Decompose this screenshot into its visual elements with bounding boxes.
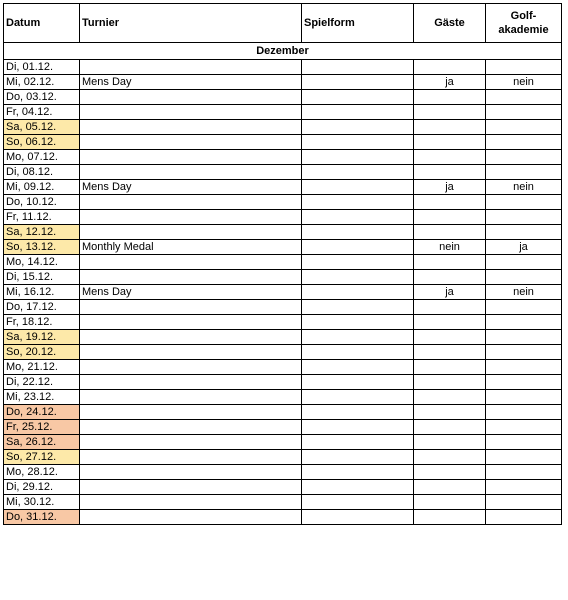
- cell-datum: Sa, 05.12.: [4, 120, 80, 135]
- cell-gaeste: [414, 330, 486, 345]
- cell-datum: Mi, 23.12.: [4, 390, 80, 405]
- cell-gaeste: [414, 360, 486, 375]
- cell-turnier: [80, 405, 302, 420]
- cell-datum: Fr, 11.12.: [4, 210, 80, 225]
- cell-gaeste: ja: [414, 285, 486, 300]
- cell-golfakademie: [486, 135, 562, 150]
- cell-golfakademie: [486, 330, 562, 345]
- cell-gaeste: [414, 105, 486, 120]
- cell-spielform: [302, 420, 414, 435]
- table-row: [4, 150, 562, 165]
- cell-datum: Do, 17.12.: [4, 300, 80, 315]
- table-row: [4, 120, 562, 135]
- cell-turnier: [80, 105, 302, 120]
- table-row: [4, 135, 562, 150]
- cell-datum: Do, 03.12.: [4, 90, 80, 105]
- cell-spielform: [302, 465, 414, 480]
- tournament-table: [3, 3, 562, 525]
- cell-golfakademie: [486, 300, 562, 315]
- cell-datum: Sa, 19.12.: [4, 330, 80, 345]
- table-row: [4, 240, 562, 255]
- cell-golfakademie: [486, 60, 562, 75]
- cell-golfakademie: [486, 405, 562, 420]
- cell-turnier: [80, 195, 302, 210]
- cell-spielform: [302, 150, 414, 165]
- cell-turnier: [80, 450, 302, 465]
- cell-datum: So, 20.12.: [4, 345, 80, 360]
- header-row: [4, 4, 562, 43]
- cell-spielform: [302, 255, 414, 270]
- cell-turnier: [80, 150, 302, 165]
- cell-turnier: [80, 135, 302, 150]
- cell-gaeste: [414, 480, 486, 495]
- cell-datum: Mi, 16.12.: [4, 285, 80, 300]
- cell-datum: Sa, 12.12.: [4, 225, 80, 240]
- cell-datum: Mi, 09.12.: [4, 180, 80, 195]
- table-row: [4, 90, 562, 105]
- table-row: [4, 75, 562, 90]
- cell-golfakademie: [486, 480, 562, 495]
- cell-spielform: [302, 135, 414, 150]
- header-golfakademie-label: Golf- akademie: [498, 10, 549, 36]
- cell-turnier: Mens Day: [80, 285, 302, 300]
- cell-turnier: [80, 225, 302, 240]
- table-row: [4, 180, 562, 195]
- cell-spielform: [302, 120, 414, 135]
- table-row: [4, 60, 562, 75]
- cell-golfakademie: [486, 360, 562, 375]
- cell-datum: Do, 31.12.: [4, 510, 80, 525]
- cell-golfakademie: [486, 90, 562, 105]
- cell-golfakademie: nein: [486, 75, 562, 90]
- table-row: [4, 195, 562, 210]
- cell-spielform: [302, 300, 414, 315]
- cell-gaeste: [414, 195, 486, 210]
- cell-gaeste: [414, 345, 486, 360]
- cell-turnier: [80, 420, 302, 435]
- cell-golfakademie: [486, 195, 562, 210]
- cell-turnier: [80, 435, 302, 450]
- cell-datum: Do, 10.12.: [4, 195, 80, 210]
- cell-turnier: [80, 255, 302, 270]
- cell-gaeste: [414, 120, 486, 135]
- table-row: [4, 270, 562, 285]
- cell-gaeste: [414, 375, 486, 390]
- cell-golfakademie: [486, 495, 562, 510]
- cell-spielform: [302, 90, 414, 105]
- cell-turnier: [80, 465, 302, 480]
- cell-gaeste: nein: [414, 240, 486, 255]
- table-row: [4, 225, 562, 240]
- table-row: [4, 165, 562, 180]
- cell-turnier: [80, 375, 302, 390]
- table-row: [4, 480, 562, 495]
- table-row: [4, 390, 562, 405]
- cell-spielform: [302, 390, 414, 405]
- table-row: [4, 300, 562, 315]
- cell-spielform: [302, 285, 414, 300]
- cell-spielform: [302, 360, 414, 375]
- cell-gaeste: [414, 300, 486, 315]
- cell-golfakademie: ja: [486, 240, 562, 255]
- cell-datum: Di, 08.12.: [4, 165, 80, 180]
- cell-spielform: [302, 330, 414, 345]
- cell-gaeste: [414, 225, 486, 240]
- cell-datum: Di, 22.12.: [4, 375, 80, 390]
- table-row: [4, 285, 562, 300]
- cell-spielform: [302, 315, 414, 330]
- cell-spielform: [302, 270, 414, 285]
- table-row: [4, 450, 562, 465]
- table-row: [4, 315, 562, 330]
- cell-spielform: [302, 195, 414, 210]
- cell-turnier: Monthly Medal: [80, 240, 302, 255]
- cell-datum: Fr, 04.12.: [4, 105, 80, 120]
- cell-gaeste: [414, 60, 486, 75]
- cell-datum: Do, 24.12.: [4, 405, 80, 420]
- cell-turnier: [80, 210, 302, 225]
- cell-gaeste: [414, 390, 486, 405]
- cell-golfakademie: [486, 210, 562, 225]
- cell-datum: Mo, 28.12.: [4, 465, 80, 480]
- cell-datum: Di, 29.12.: [4, 480, 80, 495]
- table-row: [4, 465, 562, 480]
- cell-golfakademie: [486, 390, 562, 405]
- cell-gaeste: [414, 315, 486, 330]
- header-golfakademie: [486, 4, 562, 43]
- cell-turnier: [80, 495, 302, 510]
- table-row: [4, 255, 562, 270]
- table-row: [4, 210, 562, 225]
- cell-golfakademie: [486, 435, 562, 450]
- cell-turnier: [80, 300, 302, 315]
- header-gaeste: Gäste: [414, 4, 486, 43]
- cell-golfakademie: [486, 465, 562, 480]
- cell-gaeste: [414, 270, 486, 285]
- cell-gaeste: [414, 405, 486, 420]
- cell-spielform: [302, 435, 414, 450]
- cell-turnier: [80, 360, 302, 375]
- cell-spielform: [302, 225, 414, 240]
- cell-golfakademie: [486, 105, 562, 120]
- cell-gaeste: [414, 255, 486, 270]
- cell-spielform: [302, 210, 414, 225]
- cell-gaeste: [414, 510, 486, 525]
- month-row: [4, 43, 562, 60]
- cell-golfakademie: [486, 165, 562, 180]
- cell-datum: Mo, 07.12.: [4, 150, 80, 165]
- cell-golfakademie: [486, 450, 562, 465]
- cell-golfakademie: [486, 375, 562, 390]
- cell-spielform: [302, 165, 414, 180]
- cell-datum: So, 06.12.: [4, 135, 80, 150]
- cell-gaeste: [414, 495, 486, 510]
- cell-spielform: [302, 240, 414, 255]
- cell-turnier: [80, 480, 302, 495]
- cell-golfakademie: [486, 345, 562, 360]
- month-label: Dezember: [4, 43, 562, 60]
- table-row: [4, 420, 562, 435]
- cell-gaeste: [414, 210, 486, 225]
- table-row: [4, 495, 562, 510]
- cell-turnier: [80, 165, 302, 180]
- cell-gaeste: [414, 465, 486, 480]
- table-row: [4, 405, 562, 420]
- cell-gaeste: [414, 165, 486, 180]
- table-row: [4, 375, 562, 390]
- tournament-calendar-sheet: [3, 3, 562, 525]
- cell-golfakademie: nein: [486, 180, 562, 195]
- cell-spielform: [302, 375, 414, 390]
- cell-spielform: [302, 345, 414, 360]
- cell-turnier: [80, 345, 302, 360]
- table-row: [4, 435, 562, 450]
- cell-gaeste: [414, 90, 486, 105]
- cell-turnier: [80, 510, 302, 525]
- cell-datum: Mi, 30.12.: [4, 495, 80, 510]
- cell-datum: Di, 01.12.: [4, 60, 80, 75]
- cell-golfakademie: [486, 510, 562, 525]
- cell-datum: So, 13.12.: [4, 240, 80, 255]
- table-row: [4, 345, 562, 360]
- table-row: [4, 105, 562, 120]
- cell-golfakademie: [486, 120, 562, 135]
- cell-turnier: [80, 60, 302, 75]
- cell-turnier: [80, 120, 302, 135]
- cell-datum: Mo, 21.12.: [4, 360, 80, 375]
- cell-datum: So, 27.12.: [4, 450, 80, 465]
- cell-spielform: [302, 450, 414, 465]
- cell-datum: Fr, 25.12.: [4, 420, 80, 435]
- cell-spielform: [302, 405, 414, 420]
- cell-gaeste: [414, 435, 486, 450]
- cell-golfakademie: [486, 255, 562, 270]
- cell-datum: Di, 15.12.: [4, 270, 80, 285]
- cell-spielform: [302, 480, 414, 495]
- table-row: [4, 510, 562, 525]
- cell-spielform: [302, 105, 414, 120]
- cell-spielform: [302, 495, 414, 510]
- cell-golfakademie: [486, 420, 562, 435]
- cell-gaeste: ja: [414, 180, 486, 195]
- cell-golfakademie: [486, 315, 562, 330]
- cell-turnier: Mens Day: [80, 180, 302, 195]
- cell-turnier: [80, 315, 302, 330]
- cell-spielform: [302, 75, 414, 90]
- cell-spielform: [302, 180, 414, 195]
- cell-datum: Sa, 26.12.: [4, 435, 80, 450]
- header-datum: Datum: [4, 4, 80, 43]
- table-row: [4, 360, 562, 375]
- cell-gaeste: ja: [414, 75, 486, 90]
- cell-golfakademie: [486, 270, 562, 285]
- cell-datum: Mo, 14.12.: [4, 255, 80, 270]
- cell-golfakademie: nein: [486, 285, 562, 300]
- cell-turnier: [80, 330, 302, 345]
- cell-turnier: Mens Day: [80, 75, 302, 90]
- cell-turnier: [80, 390, 302, 405]
- table-row: [4, 330, 562, 345]
- cell-turnier: [80, 270, 302, 285]
- cell-gaeste: [414, 420, 486, 435]
- header-spielform: Spielform: [302, 4, 414, 43]
- cell-turnier: [80, 90, 302, 105]
- cell-spielform: [302, 510, 414, 525]
- header-turnier: Turnier: [80, 4, 302, 43]
- cell-golfakademie: [486, 150, 562, 165]
- cell-gaeste: [414, 135, 486, 150]
- cell-spielform: [302, 60, 414, 75]
- cell-gaeste: [414, 150, 486, 165]
- cell-datum: Mi, 02.12.: [4, 75, 80, 90]
- cell-gaeste: [414, 450, 486, 465]
- cell-golfakademie: [486, 225, 562, 240]
- cell-datum: Fr, 18.12.: [4, 315, 80, 330]
